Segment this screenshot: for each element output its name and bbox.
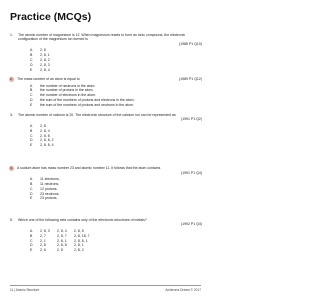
question-text: Which one of the following sets contains only of the electronic structures of metals? bbox=[18, 218, 147, 222]
question-text: The atomic number of magnesium is 12. When magnesium reacts to form an ionic compound, the electronic configuration of the magnesium ion formed is bbox=[18, 33, 186, 42]
options bbox=[30, 229, 202, 253]
question-source: (1989 P1 Q12) bbox=[179, 77, 202, 81]
question-1 bbox=[10, 33, 202, 73]
option-b[interactable]: B 11 neutrons. bbox=[30, 181, 60, 186]
question-source: (1991 P1 Q4) bbox=[180, 170, 202, 175]
question-number: 4. bbox=[10, 165, 13, 170]
question-3 bbox=[10, 113, 202, 148]
option-c[interactable]: C 12 protons. bbox=[30, 186, 58, 191]
footer-left: 11 | Atomic Structure bbox=[10, 288, 40, 292]
question-source: (1992 P1 Q4) bbox=[180, 222, 202, 227]
question-number: 3. bbox=[10, 113, 13, 117]
question-source: (1988 P1 Q10) bbox=[179, 41, 202, 46]
footer-right: Achievers Dream © 2017 bbox=[165, 288, 201, 292]
option-a[interactable]: A the number of neutrons in the atom. bbox=[30, 83, 96, 88]
option-c[interactable]: C the number of electrons in the atom. bbox=[30, 93, 97, 98]
option-a[interactable]: A 2, 8 bbox=[30, 123, 46, 128]
option-e[interactable]: E 23 protons. bbox=[30, 196, 58, 201]
question-text: The mass number of an atom is equal to bbox=[17, 77, 80, 81]
options bbox=[30, 48, 202, 72]
option-b[interactable]: B 2, 7 2, 8, 7 2, 8, 18, 7 bbox=[30, 233, 90, 238]
option-e[interactable]: E 2, 8, 4 bbox=[30, 67, 50, 72]
option-e[interactable]: E the sum of the numbers of protons and neutrons in the atom. bbox=[30, 103, 134, 108]
option-e[interactable]: E 2, 6 2, 8 2, 8, 2 bbox=[30, 248, 84, 253]
option-b[interactable]: B 2, 8, 1 bbox=[30, 53, 50, 58]
option-c[interactable]: C 2, 8, 2 bbox=[30, 57, 50, 62]
option-c[interactable]: C 2, 1 2, 8, 1 2, 8, 8, 1 bbox=[30, 238, 88, 243]
question-4 bbox=[10, 166, 202, 201]
question-number: 1. bbox=[10, 33, 13, 37]
question-text: The atomic number of calcium is 20. The electronic structure of the calcium ion can be represented as bbox=[18, 113, 176, 117]
options bbox=[30, 124, 202, 148]
option-d[interactable]: D 23 neutrons. bbox=[30, 191, 60, 196]
question-5 bbox=[10, 218, 202, 253]
question-text: A sodium atom has mass number 23 and atomic number 11. It follows that the atom contains bbox=[17, 166, 161, 170]
page-footer bbox=[10, 285, 201, 292]
option-d[interactable]: D 2, 8 2, 8, 8 2, 8, 1 bbox=[30, 243, 84, 248]
options bbox=[30, 84, 202, 108]
question-source: (1991 P1 Q2) bbox=[180, 117, 202, 122]
question-number: 2. bbox=[10, 76, 13, 81]
option-d[interactable]: D 2, 8, 3 bbox=[30, 62, 50, 67]
question-2 bbox=[10, 77, 202, 108]
options bbox=[30, 177, 202, 201]
question-number: 5. bbox=[10, 218, 13, 222]
option-d[interactable]: D 2, 8, 8, 2 bbox=[30, 138, 54, 143]
option-a[interactable]: A 11 electrons. bbox=[30, 176, 60, 181]
option-a[interactable]: A 2, 8, 3 2, 8, 4 2, 8, 5 bbox=[30, 228, 84, 233]
option-a[interactable]: A 2, 8 bbox=[30, 48, 46, 53]
option-c[interactable]: C 2, 8, 8 bbox=[30, 133, 50, 138]
option-b[interactable]: B the number of protons in the atom. bbox=[30, 88, 94, 93]
option-b[interactable]: B 2, 8, 4 bbox=[30, 128, 50, 133]
page-title: Practice (MCQs) bbox=[10, 11, 92, 23]
option-e[interactable]: E 2, 8, 8, 4 bbox=[30, 143, 54, 148]
option-d[interactable]: D the sum of the numbers of protons and electrons in the atom. bbox=[30, 98, 135, 103]
